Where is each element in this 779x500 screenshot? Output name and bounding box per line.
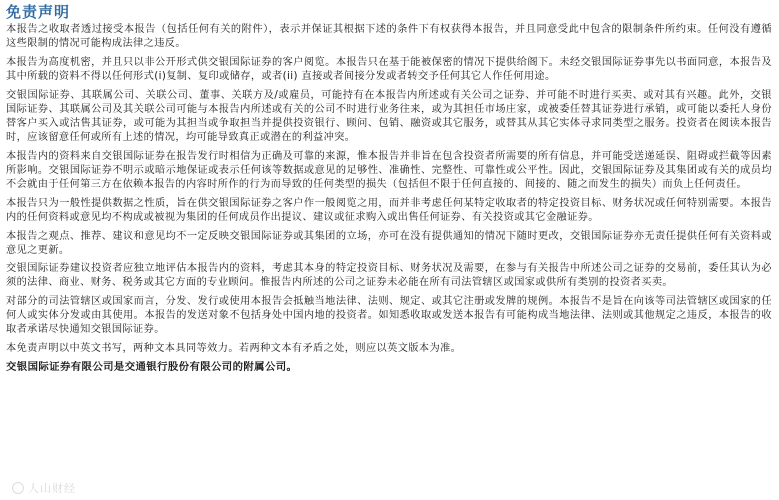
subsidiary-statement: 交银国际证券有限公司是交通银行股份有限公司的附属公司。 <box>6 361 298 373</box>
paragraph-confidentiality: 本报告为高度机密，并且只以非公开形式供交银国际证券的客户阅览。本报告只在基于能被保密的情况下提供给阁下。未经交银国际证券事先以书面同意，本报告及其中所载的资料不得以任何形式(i)复制、复印或储存，或者(ii) 直接或者间接分发或者转交予任何其它人作任何用途。 <box>6 57 772 82</box>
paragraph-views: 本报告之观点、推荐、建议和意见均不一定反映交银国际证券或其集团的立场，亦可在没有提供通知的情况下随时更改，交银国际证券亦无责任提供任何有关资料或意见之更新。 <box>6 231 772 256</box>
watermark-logo-icon <box>12 482 24 494</box>
paragraph-receipt-conditions: 本报告之收取者透过接受本报告（包括任何有关的附件），表示并保证其根据下述的条件下有权获得本报告，并且同意受此中包含的限制条件所约束。任何没有遵循这些限制的情况可能构成法律之违反。 <box>6 24 772 49</box>
watermark <box>12 480 76 496</box>
paragraph-jurisdiction: 对部分的司法管辖区或国家而言，分发、发行或使用本报告会抵触当地法律、法则、规定、或其它注册或发牌的规例。本报告不是旨在向该等司法管辖区或国家的任何人或实体分发或由其使用。本报告的发送对象不包括身处中国内地的投资者。如知悉收取或发送本报告有可能构成当地法律、法则或其他规定之违反，本报告的收取者承诺尽快通知交银国际证券。 <box>6 296 772 335</box>
paragraph-conflict-of-interest: 交银国际证券、其联属公司、关联公司、董事、关联方及/或雇员，可能持有在本报告内所述或有关公司之证券、并可能不时进行买卖、或对其有兴趣。此外，交银国际证券、其联属公司及其关联公司可能与本报告内所述或有关的公司不时进行业务往来，或为其担任市场庄家，或被委任替其证券进行承销，或可能以委托人身份替客户买入或沽售其证券，或可能为其担当或争取担当并提供投资银行、顾问、包销、融资或其它服务，或替其从其它实体寻求同类型之服务。投资者在阅读本报告时，应该留意任何或所有上述的情况，均可能导致真正或潜在的利益冲突。 <box>6 90 772 143</box>
page-title: 免责声明 <box>6 3 71 21</box>
disclaimer-page <box>6 2 772 374</box>
paragraph-general-nature: 本报告只为一般性提供数据之性质，旨在供交银国际证券之客户作一般阅览之用，而并非考虑任何某特定收取者的特定投资目标、财务状况或任何特别需要。本报告内的任何资料或意见均不构成或被视为集团的任何成员作出提议、建议或征求购入或出售任何证券、有关投资或其它金融证券。 <box>6 198 772 223</box>
paragraph-independent-evaluation: 交银国际证券建议投资者应独立地评估本报告内的资料，考虑其本身的特定投资目标、财务状况及需要，在参与有关报告中所述公司之证券的交易前，委任其认为必须的法律、商业、财务、税务或其它方面的专业顾问。惟报告内所述的公司之证券未必能在所有司法管辖区或国家或供所有类别的投资者买卖。 <box>6 263 772 288</box>
watermark-text: 人山财经 <box>28 482 76 495</box>
paragraph-data-sources: 本报告内的资料来自交银国际证券在报告发行时相信为正确及可靠的来源，惟本报告并非旨在包含投资者所需要的所有信息，并可能受送递延误、阻碍或拦截等因素所影响。交银国际证券不明示或暗示地保证或表示任何该等数据或意见的足够性、准确性、完整性、可靠性或公平性。因此，交银国际证券及其集团或有关的成员均不会就由于任何第三方在依赖本报告的内容时所作的行为而导致的任何类型的损失（包括但不限于任何直接的、间接的、随之而发生的损失）而负上任何责任。 <box>6 151 772 190</box>
paragraph-language: 本免责声明以中英文书写，两种文本具同等效力。若两种文本有矛盾之处，则应以英文版本为准。 <box>6 343 462 354</box>
